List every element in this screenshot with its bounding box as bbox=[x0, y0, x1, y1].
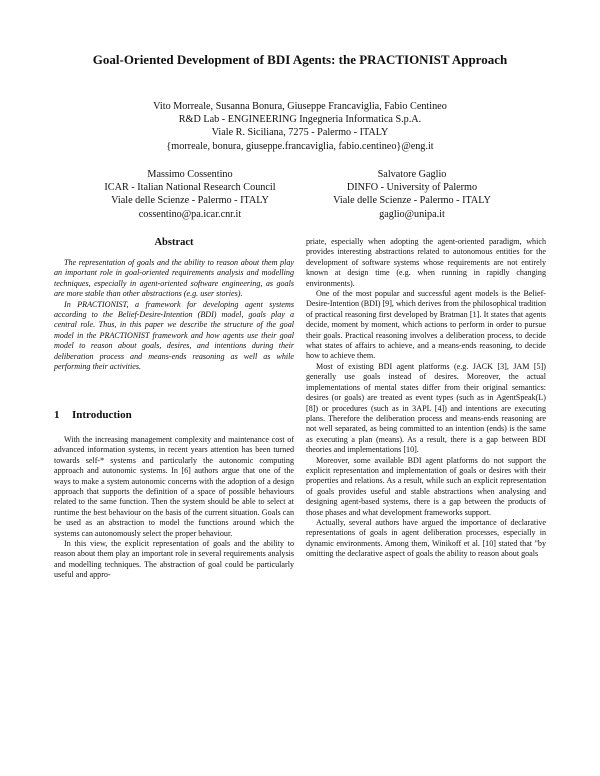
body-paragraph: One of the most popular and successful agent models is the Belief-Desire-Intention (BDI) [9], which derives from the philosophical tradition of practical reasoning first developed by Bratman [1]. It states that agents decide, moment by moment, which actions to perform in order to pursue their goals. Practical reasoning involves a deliberation process, to decide what states of affairs to achieve, and a means-ends reasoning, to decide how to achieve them. bbox=[306, 289, 546, 361]
introduction-body bbox=[54, 435, 294, 581]
author-name: Massimo Cossentino bbox=[147, 169, 233, 180]
body-paragraph: Most of existing BDI agent platforms (e.g. JACK [3], JAM [5]) generally use goals instead of desires. Moreover, the actual implementations of mental states differ from their original semantics: desires (or goals) are treated as event types (such as in AgentSpeak(L) [8]) or procedures (such as in 3APL [4]) and intentions are executing plans. Therefore the deliberation process and means-ends reasoning are not well separated, as being committed to an intention (ends) is the same as executing a plan (means). As a result, there is a gap between BDI theories and implementations [10]. bbox=[306, 361, 546, 455]
author-affiliation: R&D Lab - ENGINEERING Ingegneria Informatica S.p.A. bbox=[178, 114, 422, 126]
body-paragraph: In this view, the explicit representation of goals and the ability to reason about them play an important role in several requirements analysis and modelling techniques. The abstraction of goal could be particularly useful and appro- bbox=[54, 539, 294, 580]
author-names: Vito Morreale, Susanna Bonura, Giuseppe Francaviglia, Fabio Centineo bbox=[153, 101, 447, 112]
body-paragraph: priate, especially when adopting the agent-oriented paradigm, which provides interesting abstractions related to autonomous entities for the development of software systems whose requirements are not entirely known at design time (e.g. when running in rapidly changing environments). bbox=[306, 237, 546, 288]
section-title: Introduction bbox=[72, 409, 132, 421]
paper-title: Goal-Oriented Development of BDI Agents: the PRACTIONIST Approach bbox=[92, 52, 508, 67]
author-email: cossentino@pa.icar.cnr.it bbox=[138, 208, 242, 220]
author-email: gaglio@unipa.it bbox=[379, 208, 445, 220]
author-name: Salvatore Gaglio bbox=[377, 169, 447, 180]
body-paragraph: With the increasing management complexity and maintenance cost of advanced information systems, in recent years attention has been turned towards self-* systems and particularly the autonomic computing approach and autonomic systems. In [6] authors argue that one of the ways to make a system autonomic concerns with the adoption of a design approach that supports the definition of a space of possible behaviours related to the same function. Then the system should be able to select at runtime the best behaviour on the basis of the current situation. Goals can be used as an abstraction to model the functions around which the systems can autonomously select the proper behaviour. bbox=[54, 435, 294, 538]
section-heading-introduction bbox=[54, 409, 132, 421]
author-emails: {morreale, bonura, giuseppe.francaviglia, fabio.centineo}@eng.it bbox=[166, 140, 434, 152]
right-column-body bbox=[306, 237, 546, 560]
abstract-heading: Abstract bbox=[154, 237, 194, 248]
author-address: Viale delle Scienze - Palermo - ITALY bbox=[111, 195, 269, 207]
body-paragraph: Moreover, some available BDI agent platforms do not support the explicit representation and implementation of goals or desires with their properties and relations. As a result, while such an explicit representation of goals provides useful and stable abstractions when analysing and designing agent-based systems, there is a gap between the products of those phases and what development frameworks support. bbox=[306, 455, 546, 517]
author-address: Viale R. Siciliana, 7275 - Palermo - ITALY bbox=[211, 127, 389, 139]
body-paragraph: Actually, several authors have argued the importance of declarative representations of goals in agent deliberation processes, especially in dynamic environments. Among them, Winikoff et al. [10] stated that "by omitting the declarative aspect of goals the ability to reason about goals bbox=[306, 517, 546, 559]
main-author-block bbox=[0, 100, 600, 153]
author-block-cossentino bbox=[70, 168, 310, 221]
abstract-body bbox=[54, 258, 294, 372]
section-number: 1 bbox=[54, 409, 60, 421]
author-address: Viale delle Scienze - Palermo - ITALY bbox=[333, 195, 491, 207]
abstract-paragraph: The representation of goals and the ability to reason about them play an important role in goal-oriented requirements analysis and modelling techniques, especially in agent-oriented software engineering, as goals are more stable than other abstractions (e.g. user stories). bbox=[54, 258, 294, 299]
author-affiliation: ICAR - Italian National Research Council bbox=[104, 182, 276, 194]
author-affiliation: DINFO - University of Palermo bbox=[346, 182, 478, 194]
author-block-gaglio bbox=[292, 168, 532, 221]
abstract-paragraph: In PRACTIONIST, a framework for developing agent systems according to the Belief-Desire-Intention (BDI) model, goals play a central role. Thus, in this paper we describe the structure of the goal model in the PRACTIONIST framework and how agents use their goal model to reason about goals, desires, and intentions during their deliberation process and means-ends reasoning as well as while performing their activities. bbox=[54, 299, 294, 372]
